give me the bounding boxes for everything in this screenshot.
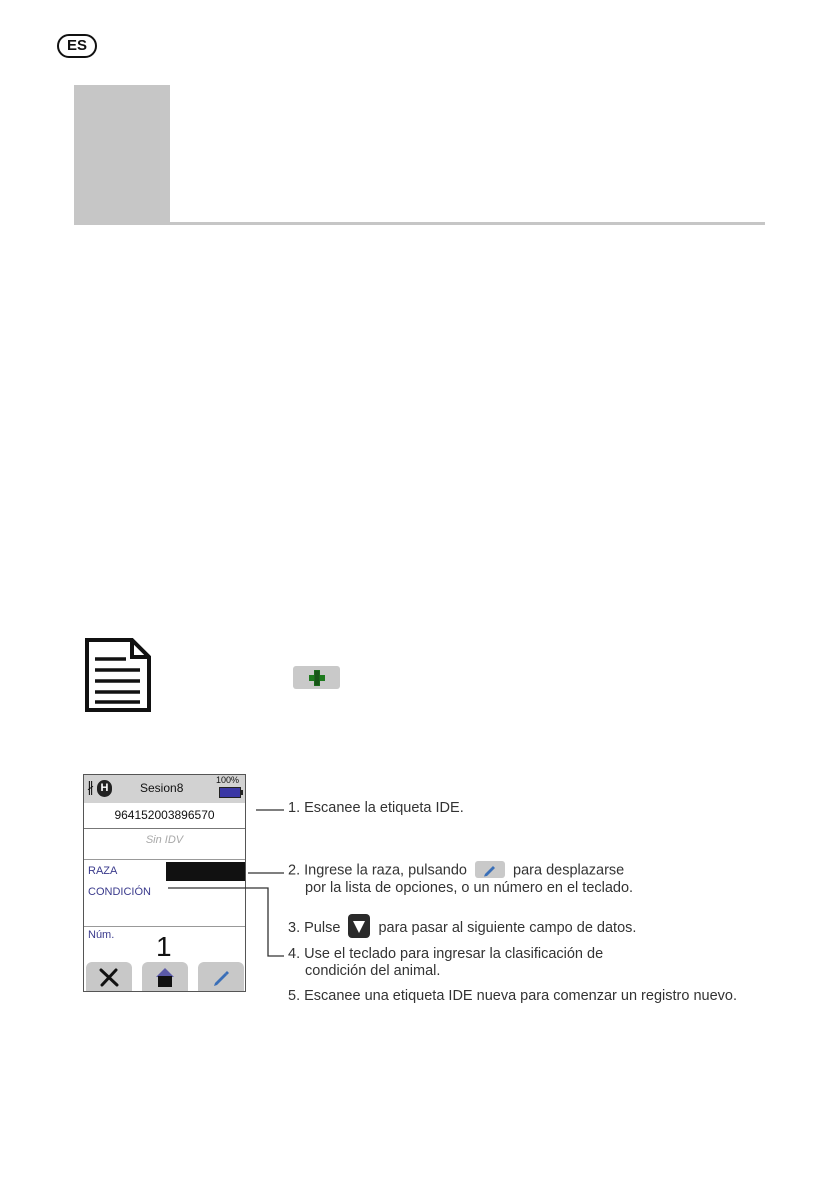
breed-label: RAZA xyxy=(88,865,118,877)
pencil-icon xyxy=(475,861,505,878)
count-label: Núm. xyxy=(88,929,115,941)
step-3 xyxy=(288,916,636,940)
language-badge: ES xyxy=(57,34,97,58)
vid-placeholder: Sin IDV xyxy=(145,834,184,846)
condition-label: CONDICIÓN xyxy=(88,886,151,898)
step-2-text-a: 2. Ingrese la raza, pulsando xyxy=(288,862,467,879)
step-4-line1: 4. Use el teclado para ingresar la clasificación de xyxy=(288,946,604,962)
step-2-text-b: para desplazarse xyxy=(513,862,625,879)
bluetooth-icon: ∦ xyxy=(87,779,94,795)
edit-key xyxy=(475,861,505,878)
status-badge: H xyxy=(97,780,112,797)
count-value: 1 xyxy=(156,931,172,962)
session-name: Sesion8 xyxy=(140,781,184,795)
step-1: 1. Escanee la etiqueta IDE. xyxy=(288,800,464,816)
step-2-line1 xyxy=(288,862,624,879)
down-arrow-icon xyxy=(348,914,370,938)
step-4-line2: condición del animal. xyxy=(305,963,441,979)
step-3-text-a: 3. Pulse xyxy=(288,919,341,936)
down-key xyxy=(348,914,370,938)
step-5: 5. Escanee una etiqueta IDE nueva para comenzar un registro nuevo. xyxy=(288,988,737,1004)
eid-value: 964152003896570 xyxy=(114,808,215,822)
battery-percent: 100% xyxy=(216,775,240,785)
step-2-line2: por la lista de opciones, o un número en el teclado. xyxy=(305,880,634,896)
step-3-text-b: para pasar al siguiente campo de datos. xyxy=(378,919,637,936)
